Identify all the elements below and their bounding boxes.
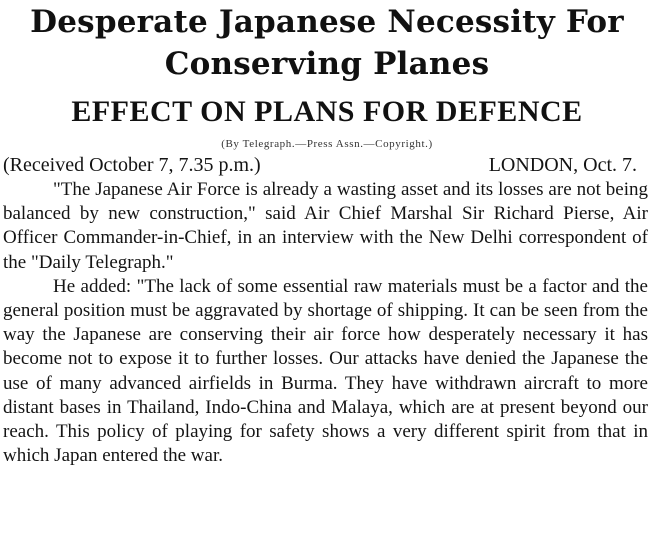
body-paragraph-2: He added: "The lack of some essential raw materials must be a factor and the general position must be aggravated by shortage of shipping. It can be seen from the way the Japanese are conserving their air force how desperately necessary it has become not to expose it to further losses. Our attacks have denied the Japanese the use of many advanced airfields in Burma. They have withdrawn aircraft to more distant bases in Thailand, Indo-China and Malaya, which are at present beyond our reach. This policy of playing for safety shows a very different spirit from that in which Japan entered the war. xyxy=(3,275,648,467)
subheadline: EFFECT ON PLANS FOR DEFENCE xyxy=(71,95,583,128)
dateline-location: LONDON, Oct. 7. xyxy=(488,154,637,176)
article-body xyxy=(0,178,654,468)
headline xyxy=(0,0,654,85)
dateline xyxy=(0,152,654,178)
headline-line-2: Conserving Planes xyxy=(164,46,490,82)
received-time: (Received October 7, 7.35 p.m.) xyxy=(3,154,261,176)
headline-line-1: Desperate Japanese Necessity For xyxy=(30,4,624,40)
wire-credit: (By Telegraph.—Press Assn.—Copyright.) xyxy=(221,138,433,150)
body-paragraph-1: "The Japanese Air Force is already a wasting asset and its losses are not being balanced by new construction," said Air Chief Marshal Sir Richard Pierse, Air Officer Commander-in-Chief, in an interview with the New Delhi correspondent of the "Daily Telegraph." xyxy=(3,179,648,273)
